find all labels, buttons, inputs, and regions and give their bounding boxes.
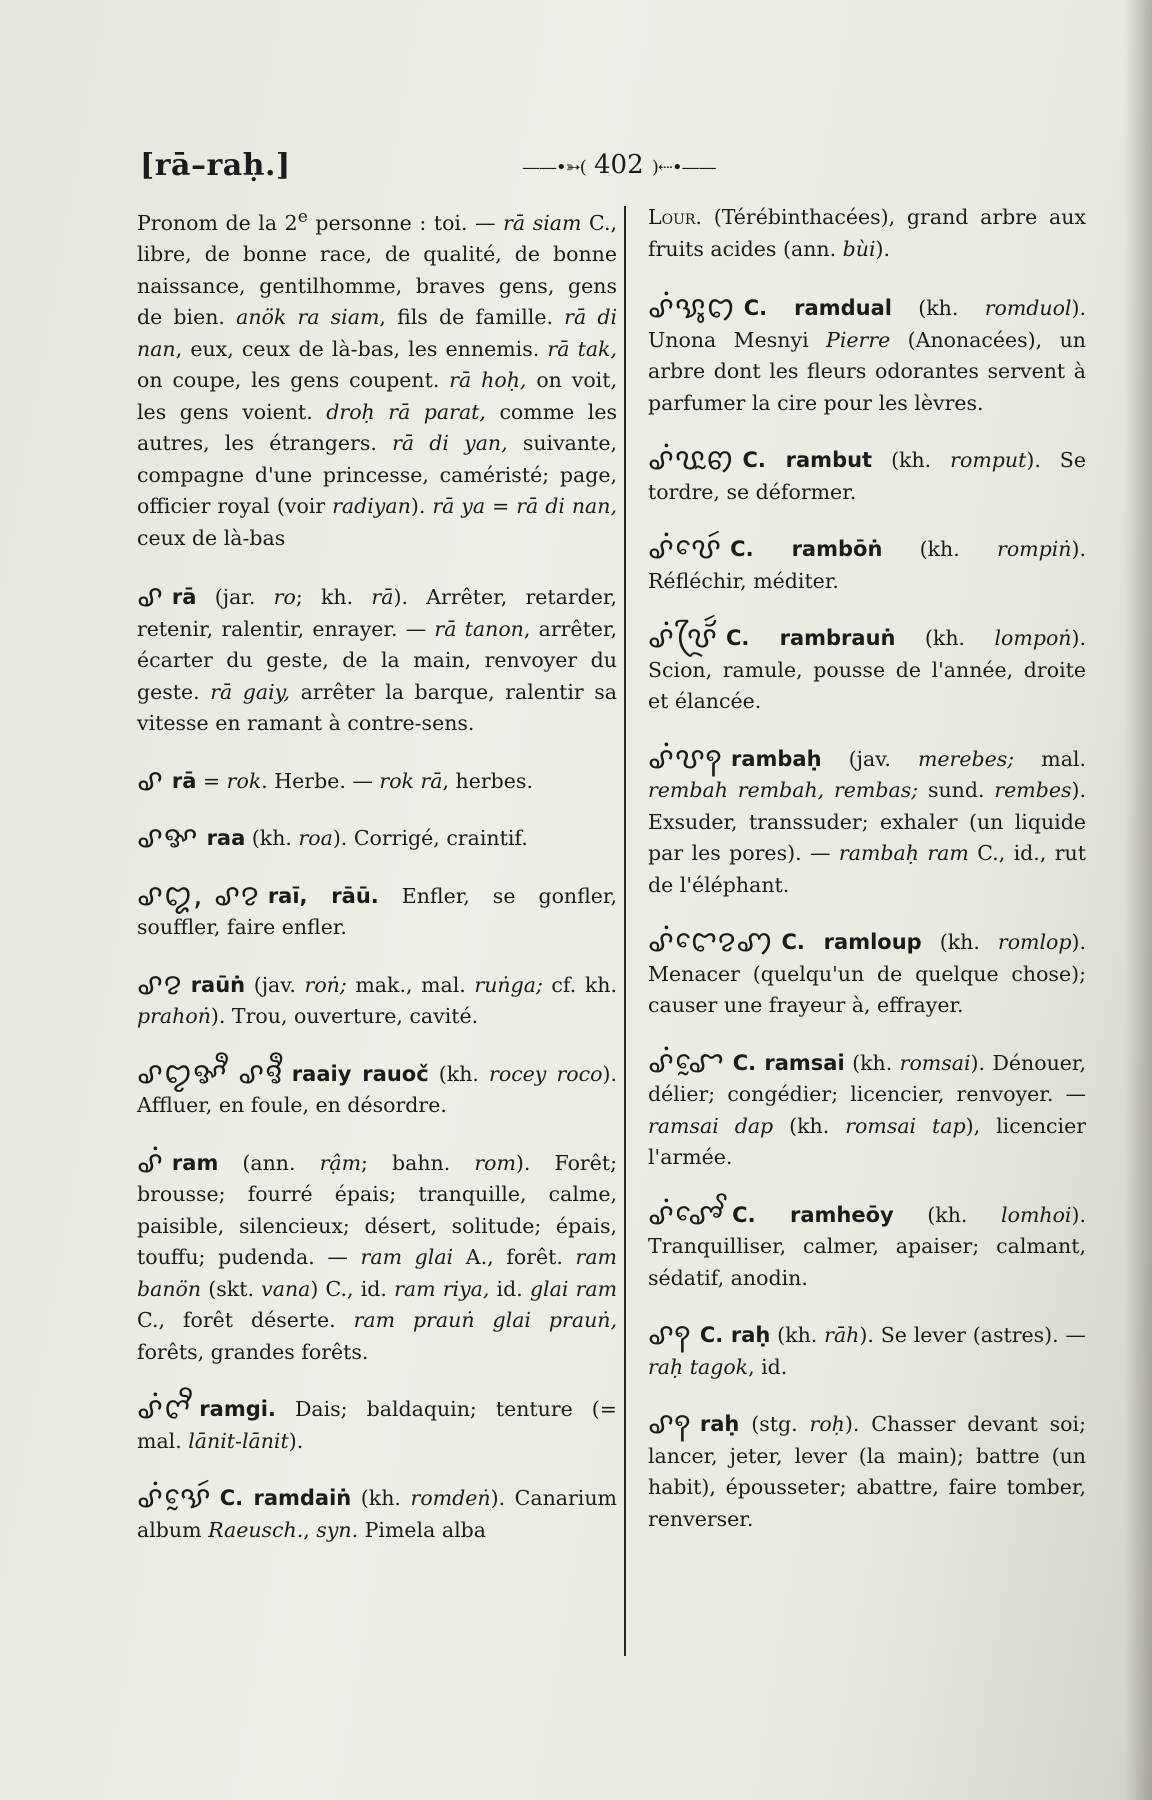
continuation-entry [137, 202, 617, 554]
italic-text: vana [261, 1276, 311, 1301]
definition-text: arrêter la barque, ralentir sa vitesse en ramant à contre-sens. [137, 679, 617, 736]
definition-text: (kh. [921, 930, 998, 954]
text: ). [410, 494, 433, 519]
italic-text: ramsai dap [648, 1113, 774, 1138]
italic-text: rā gaiy, [210, 679, 291, 704]
definition-text: cf. kh. [542, 972, 618, 997]
dictionary-entry [648, 924, 1087, 1022]
definition-text: (kh. [891, 296, 985, 320]
cham-script-headword: ꨣꩌꨧꨰ [648, 1044, 725, 1080]
cham-script-headword: ꨣꩌꨝꩍ [648, 740, 723, 776]
italic-text: rembes [994, 778, 1072, 802]
headword: ram [171, 1150, 219, 1175]
cham-script-headword: ꨣꩌꨝꨯꩃ [648, 531, 723, 566]
definition-text: (Anonacées), un arbre dont les fleurs odorantes servent à parfumer la cire pour les lèvres. [648, 327, 1086, 415]
definition-text: (kh. [773, 1113, 846, 1138]
small-caps-text: Lour. [648, 205, 702, 229]
dictionary-entry [137, 966, 618, 1033]
dictionary-entry [648, 740, 1087, 902]
italic-text: ram banön [137, 1245, 617, 1301]
italic-text: rāh [824, 1323, 860, 1347]
definition-text: (stg. [739, 1412, 810, 1436]
cham-script-headword: ꨣꩌ [137, 1144, 164, 1180]
column-divider [624, 206, 626, 1656]
italic-text: Raeusch. [208, 1517, 304, 1542]
definition-text: ). Trou, ouverture, cavité. [210, 1004, 479, 1029]
definition-text: Pimela alba [358, 1517, 486, 1542]
cham-script-headword: ꨣꩍ [648, 1317, 692, 1352]
headword: raūṅ [190, 972, 246, 997]
definition-text: , herbes. [442, 768, 533, 793]
italic-text: rok [226, 768, 262, 793]
headword: C. rambrauṅ [726, 626, 896, 650]
text: Pronom de la 2 [137, 210, 298, 235]
headword: C. raḥ [699, 1323, 771, 1347]
italic-text: rā tanon [434, 616, 524, 641]
headword: rā [171, 768, 197, 793]
italic-text: ram glai [360, 1245, 454, 1270]
dictionary-entry [648, 531, 1086, 597]
definition-text: ). Se lever (astres). — [859, 1323, 1086, 1347]
italic-text: rok rā [379, 768, 443, 793]
italic-text: droḥ rā parat, [326, 399, 486, 424]
cham-script-headword: ꨣꩌꨈꨪ [137, 1391, 192, 1427]
cham-script-headword: ꨣꩌꨤꨯꨂꩇ [648, 924, 774, 959]
definition-text: . Herbe. — [261, 768, 380, 793]
definition-text: (kh. [844, 1050, 900, 1075]
definition-text: (skt. [201, 1276, 262, 1301]
definition-text: (kh. [882, 537, 998, 561]
definition-text: mak., mal. [346, 972, 475, 997]
text: , eux, ceux de là-bas, les ennemis. [175, 336, 548, 361]
headword: C. ramsai [732, 1050, 845, 1075]
italic-text: ro [273, 585, 296, 610]
dictionary-entry [137, 762, 617, 798]
definition-text: ). Se tordre, se déformer. [648, 448, 1086, 504]
definition-text: ). Unona Mesnyi [648, 296, 1087, 352]
headword: C. ramloup [781, 930, 922, 954]
cham-script-headword: ꨣꨀ [137, 820, 199, 856]
italic-text: romput [950, 448, 1027, 472]
headword: C. ramdual [743, 296, 892, 320]
dictionary-entry [137, 1055, 617, 1122]
definition-text: mal. [1014, 746, 1087, 771]
headword: C. ramdaiṅ [219, 1486, 352, 1511]
italic-text: rā [371, 585, 394, 610]
definition-text: , arrêter, écarter du geste, de la main, renvoyer du geste. [137, 616, 617, 704]
headword: rā [171, 585, 197, 610]
continuation-entry [648, 202, 1086, 265]
headword: raī, rāū. [267, 883, 379, 908]
dictionary-entry [137, 1391, 617, 1457]
definition-text: ; kh. [295, 585, 372, 610]
italic-text: merebes; [917, 746, 1015, 771]
definition-text: forêts, grandes forêts. [137, 1339, 369, 1364]
definition-text: ), licencier l'armée. [648, 1113, 1087, 1169]
text: on voit, les gens voient. [137, 368, 617, 424]
right-entries-list [648, 290, 1087, 1535]
definition-text: = [196, 768, 227, 793]
page-number-block [522, 150, 716, 180]
italic-text: radiyan [332, 494, 411, 519]
definition-text: ). Scion, ramule, pousse de l'année, droite et élancée. [648, 626, 1087, 713]
text: ceux de là-bas [137, 525, 286, 550]
definition-text: ). Dénouer, délier; congédier; licencier, renvoyer. — [648, 1050, 1086, 1106]
text: , fils de famille. [379, 305, 565, 330]
page-number: 402 [594, 150, 644, 180]
definition-text: ). Canarium album [137, 1486, 617, 1542]
definition-text: id. [489, 1276, 530, 1301]
ornament-left: ——•➳( [522, 157, 586, 178]
cham-script-headword: ꨣꨂ [137, 966, 183, 1002]
text: C., libre, de bonne race, de qualité, de bonne naissance, gentilhomme, braves gens, gens de bien. [137, 210, 618, 330]
italic-text: rom [474, 1150, 516, 1175]
italic-text: rembah rembah, rembas; [648, 778, 919, 802]
italic-text: raḥ tagok [648, 1354, 749, 1379]
dictionary-entry [648, 1406, 1086, 1535]
italic-text: lānit-lānit [188, 1428, 289, 1453]
italic-text: rā di yan, [392, 431, 508, 456]
dictionary-entry [137, 877, 617, 944]
italic-text: ruṅga; [474, 972, 543, 997]
dictionary-entry [137, 579, 617, 740]
dictionary-entry [137, 1480, 617, 1546]
headword: raaiy rauoč [291, 1061, 429, 1086]
cham-script-headword: ꨣꩌꨨꨯꨩ [648, 1196, 725, 1232]
ornament-right: )⇠•—— [651, 157, 716, 178]
italic-text: prahoṅ [137, 1004, 211, 1029]
italic-text: rambaḥ ram [838, 841, 969, 865]
text: (Térébinthacées), grand arbre aux fruits acides (ann. [648, 205, 1086, 261]
definition-text: ). Réfléchir, méditer. [648, 537, 1086, 593]
definition-text: ). Menacer (quelqu'un de quelque chose); causer une frayeur à, effrayer. [648, 930, 1087, 1017]
page-header [140, 148, 990, 198]
definition-text: ). Exsuder, transsuder; exhaler (un liquide par les pores). — [648, 778, 1086, 865]
running-head: [rā–raḥ.] [140, 148, 291, 183]
cham-script-headword: ꨣꨄꨀꨫ ꨣꨅꨫ [137, 1055, 284, 1091]
italic-text: romsai [899, 1050, 971, 1075]
italic-text: glai ram [529, 1276, 618, 1301]
definition-text: (ann. [218, 1150, 320, 1175]
definition-text: ). Tranquilliser, calmer, apaiser; calmant, sédatif, anodin. [648, 1202, 1087, 1290]
text: suivante, compagne d'une princesse, caméristé; page, officier royal (voir [137, 431, 617, 519]
headword: C. rambut [742, 448, 873, 472]
dictionary-entry [648, 1317, 1086, 1383]
italic-text: roa [298, 826, 333, 851]
definition-text: (kh. [351, 1486, 411, 1511]
italic-text: ram prauṅ glai prauṅ, [353, 1308, 617, 1333]
definition-text: A., forêt. [453, 1245, 576, 1270]
italic-text: ram riya, [394, 1276, 490, 1301]
italic-text: rā ya = rā di nan, [432, 494, 617, 519]
definition-text: ). [288, 1428, 304, 1453]
dictionary-entry [137, 820, 617, 856]
left-column [137, 202, 617, 1572]
cham-script-headword: ꨣꩌꨕꨰꩃ [137, 1480, 212, 1516]
definition-text: (kh. [770, 1323, 825, 1347]
dictionary-entry [648, 442, 1086, 508]
definition-text: ). Chasser devant soi; lancer, jeter, lever (la main); battre (un habit), épousseter; abattre, faire tomber, renverser. [648, 1412, 1086, 1531]
definition-text: , id. [748, 1354, 788, 1379]
dictionary-entry [648, 1196, 1087, 1295]
dictionary-entry [648, 620, 1087, 718]
text: personne : toi. — [307, 210, 504, 235]
cham-script-headword: ꨣꩌꨕꨶꩊ [648, 290, 736, 325]
italic-text: rā siam [503, 210, 582, 235]
definition-text: sund. [918, 778, 995, 802]
definition-text: (kh. [428, 1061, 490, 1086]
definition-text: (jar. [196, 585, 274, 610]
definition-text: ). Corrigé, craintif. [332, 826, 528, 851]
cham-script-headword: ꨣꩍ [648, 1406, 692, 1441]
headword: C. ramheōy [732, 1202, 894, 1227]
italic-text: Pierre [826, 327, 891, 352]
text: on coupe, les gens coupent. [137, 368, 450, 393]
italic-text: rā di nan [137, 305, 618, 361]
italic-text: rā tak, [547, 336, 617, 361]
superscript: e [297, 207, 308, 227]
italic-text: romlop [997, 930, 1072, 954]
italic-text: romduol [984, 296, 1072, 320]
definition-text: Dais; baldaquin; tenture (= mal. [137, 1397, 617, 1453]
italic-text: rậm [319, 1150, 362, 1175]
left-entries-list [137, 579, 618, 1546]
definition-text: (jav. [245, 972, 305, 997]
definition-text: (jav. [821, 746, 918, 771]
text: ). [875, 236, 891, 261]
cham-script-headword: ꨣ [137, 762, 164, 798]
definition-text: (kh. [895, 626, 995, 650]
italic-text: romdeṅ [410, 1486, 491, 1511]
cham-script-headword: ꨣꨁ, ꨣꨂ [137, 877, 260, 913]
italic-text: rocey roco [489, 1061, 603, 1086]
italic-text: anök ra siam [236, 305, 380, 330]
definition-text: ). Affluer, en foule, en désordre. [137, 1061, 617, 1118]
definition-text: C., forêt déserte. [137, 1308, 354, 1333]
italic-text: bùi [842, 236, 876, 261]
italic-text: rompiṅ [997, 537, 1072, 561]
headword: raḥ [699, 1412, 740, 1436]
right-column [648, 202, 1086, 1561]
dictionary-entry [648, 290, 1087, 419]
cham-script-headword: ꨣꩌꨝꨭꩅ [648, 442, 735, 477]
italic-text: lomhoi [1001, 1202, 1072, 1227]
headword: ramgi. [199, 1397, 276, 1422]
page-spine-shadow [1124, 0, 1152, 1800]
definition-text: ) C., id. [310, 1276, 395, 1301]
definition-text: Enfler, se gonfler, souffler, faire enfler. [137, 883, 617, 940]
italic-text: lompoṅ [994, 626, 1072, 650]
definition-text: , [303, 1517, 317, 1542]
definition-text: (kh. [893, 1202, 1002, 1227]
italic-text: romsai tap [845, 1113, 966, 1138]
dictionary-entry [648, 1044, 1087, 1174]
dictionary-entry [137, 1144, 618, 1369]
italic-text: roḥ [809, 1412, 845, 1436]
definition-text: (kh. [872, 448, 951, 472]
definition-text: ). Arrêter, retarder, retenir, ralentir, enrayer. — [137, 585, 617, 641]
headword: C. rambōṅ [730, 537, 883, 561]
cham-script-headword: ꨣ [137, 579, 164, 615]
headword: rambaḥ [730, 746, 822, 771]
italic-text: roṅ; [304, 972, 347, 997]
italic-text: rā hoḥ, [449, 368, 527, 393]
text: comme les autres, les étrangers. [137, 399, 617, 456]
cham-script-headword: ꨣꩌꨝꨴꨮꩃ [648, 620, 719, 655]
definition-text: ). Forêt; brousse; fourré épais; tranquille, calme, paisible, silencieux; désert, solitude; épais, touffu; pudenda. — [137, 1150, 617, 1270]
headword: raa [206, 826, 246, 851]
definition-text: C., id., rut de l'éléphant. [648, 841, 1086, 897]
definition-text: (kh. [245, 826, 299, 851]
definition-text: ; bahn. [361, 1150, 475, 1175]
italic-text: syn. [316, 1517, 359, 1542]
